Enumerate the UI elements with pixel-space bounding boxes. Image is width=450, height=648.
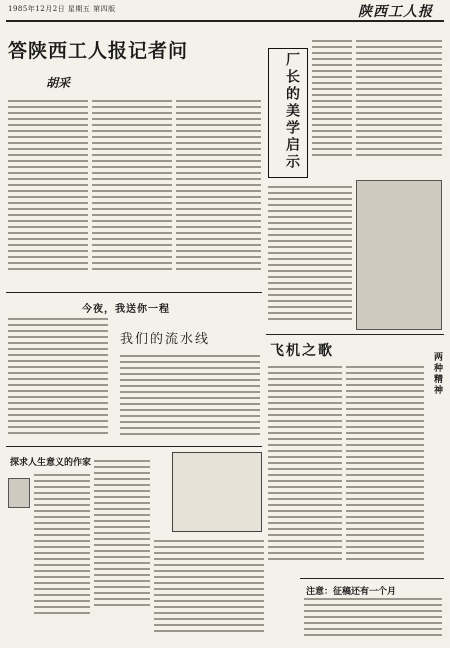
notice-rule: [300, 578, 444, 579]
masthead-rule: [6, 20, 444, 22]
illustration-worker: [356, 180, 442, 330]
sidebar-column-1: [312, 40, 352, 160]
main-headline: 答陕西工人报记者问: [8, 40, 189, 62]
middle-poem-right: [120, 355, 260, 439]
left-bottom-column-2: [94, 460, 150, 610]
masthead-logo: 陕西工人报: [358, 4, 433, 20]
author-signature: 胡采: [46, 76, 71, 90]
right-section-rule: [266, 334, 444, 335]
article-column-2: [92, 100, 172, 274]
sidebar-column-3: [268, 186, 352, 324]
section-divider: [6, 292, 262, 293]
author-portrait: [8, 478, 30, 508]
center-bottom-text: [154, 540, 264, 636]
section-divider-2: [6, 446, 262, 447]
article-column-3: [176, 100, 261, 274]
poem-title: 我们的流水线: [120, 332, 211, 347]
middle-poem-left: [8, 318, 108, 438]
right-column-1: [268, 366, 342, 564]
sidebar-vertical-title: 厂长的美学启示: [284, 52, 300, 171]
right-section-title: 飞机之歌: [270, 343, 334, 359]
middle-section-title: 今夜，我送你一程: [82, 304, 170, 315]
sidebar-column-2: [356, 40, 442, 160]
left-bottom-title: 探求人生意义的作家: [10, 458, 92, 468]
right-column-2: [346, 366, 424, 564]
notice-title: 注意：征稿还有一个月: [306, 587, 397, 597]
left-bottom-column-1: [34, 474, 90, 618]
masthead-date: 1985年12月2日 星期五 第四版: [8, 5, 116, 13]
right-vertical-heading: 两种精神: [432, 352, 442, 396]
article-column-1: [8, 100, 88, 274]
notice-body: [304, 598, 442, 640]
seal-illustration: [172, 452, 262, 532]
